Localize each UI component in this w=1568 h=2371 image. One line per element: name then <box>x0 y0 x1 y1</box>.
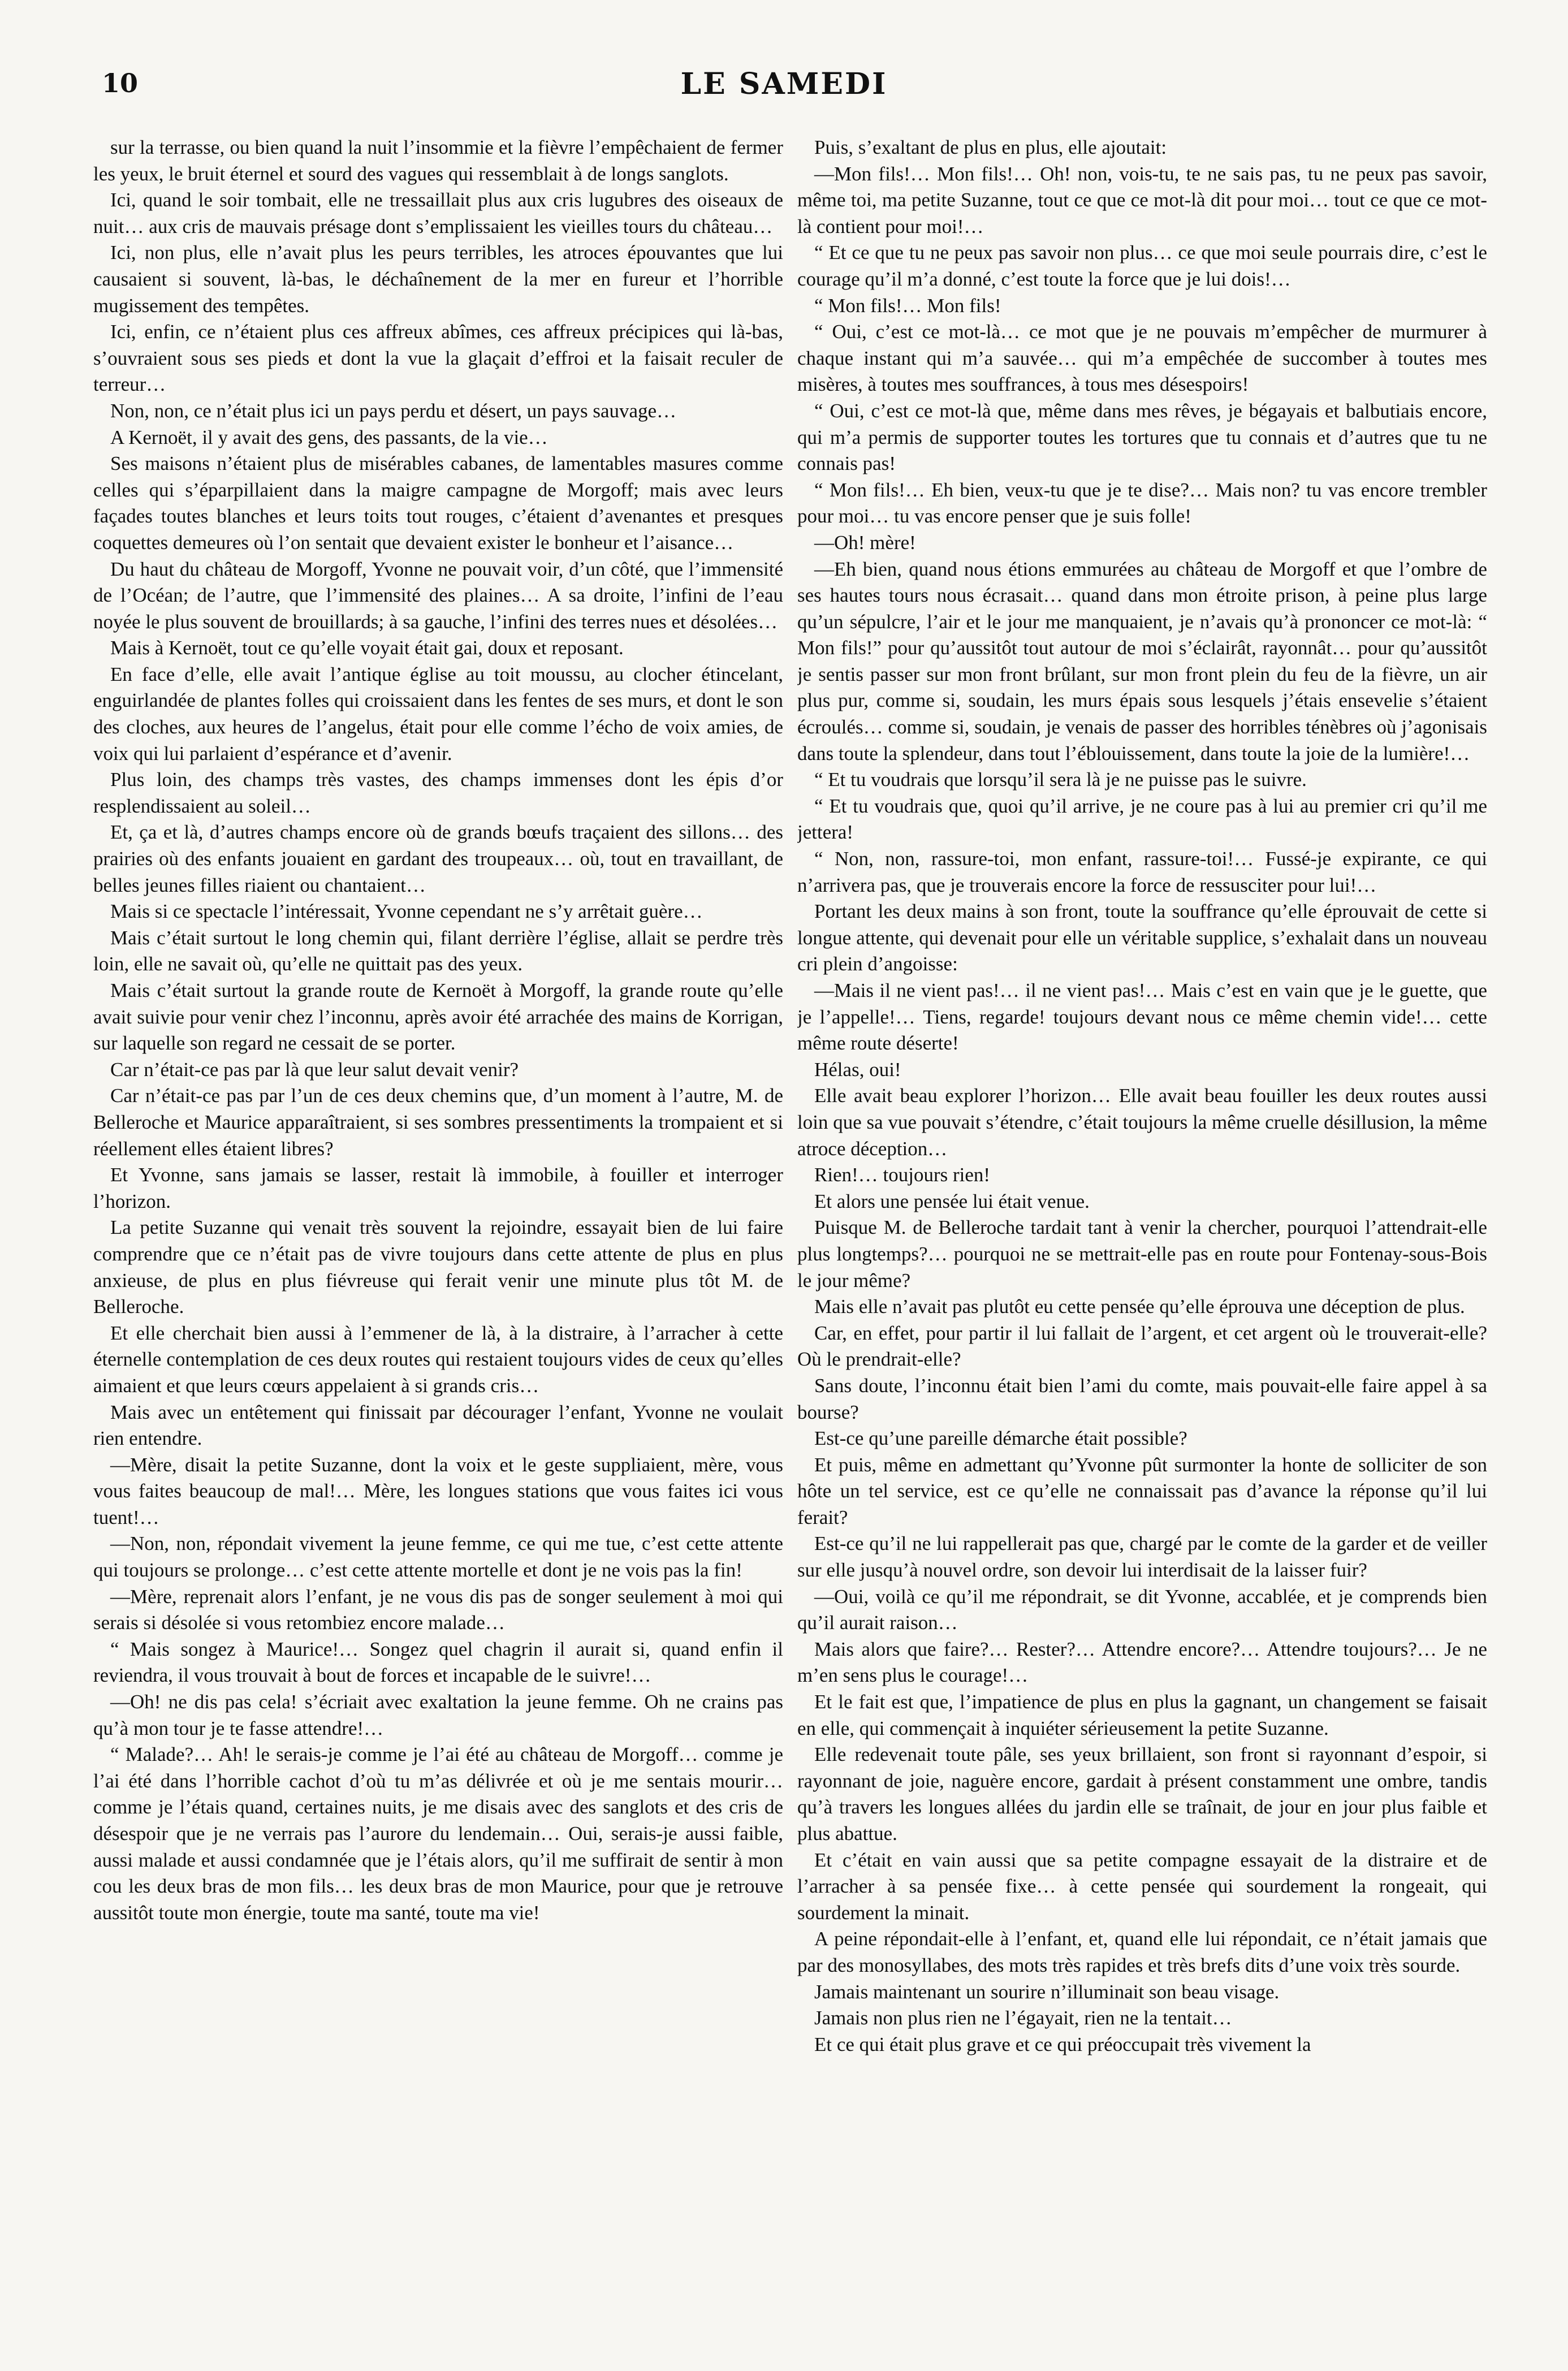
paragraph: —Mon fils!… Mon fils!… Oh! non, vois-tu, te ne sais pas, tu ne peux pas savoir, même toi, ma petite Suzanne, tout ce que ce mot-là dit pour moi… tout ce que ce mot-là contient pour moi!… <box>797 162 1487 237</box>
paragraph: Et c’était en vain aussi que sa petite compagne essayait de la distraire et de l’arracher à sa pensée fixe… à cette pensée qui sourdement la rongeait, qui sourdement la minait. <box>797 1849 1487 1924</box>
paragraph: Est-ce qu’une pareille démarche était possible? <box>814 1427 1187 1450</box>
paragraph: —Mais il ne vient pas!… il ne vient pas!… Mais c’est en vain que je le guette, que je l’appelle!… Tiens, regarde! toujours devant nous ce même chemin vide!… cette même route déserte! <box>797 979 1487 1055</box>
left-column <box>93 135 783 2329</box>
paragraph: A peine répondait-elle à l’enfant, et, quand elle lui répondait, ce n’était jamais que par des monosyllabes, des mots très rapides et très brefs dits d’une voix très sourde. <box>797 1928 1487 1976</box>
page-title: LE SAMEDI <box>680 67 888 101</box>
paragraph: Mais elle n’avait pas plutôt eu cette pensée qu’elle éprouva une déception de plus. <box>814 1295 1465 1318</box>
paragraph: Elle avait beau explorer l’horizon… Elle avait beau fouiller les deux routes aussi loin que sa vue pouvait s’étendre, c’était toujours la même cruelle désillusion, la même atroce déception… <box>797 1085 1487 1160</box>
paragraph: Sans doute, l’inconnu était bien l’ami du comte, mais pouvait-elle faire appel à sa bourse? <box>797 1374 1487 1423</box>
paragraph: Mais c’était surtout le long chemin qui, filant derrière l’église, allait se perdre très loin, elle ne savait où, qu’elle ne quittait pas des yeux. <box>93 926 783 975</box>
paragraph: En face d’elle, elle avait l’antique église au toit moussu, au clocher étincelant, enguirlandée de plantes folles qui croissaient dans les fentes de ses murs, et dont le son des cloches, aux heures de l’angelus, était pour elle comme l’écho de voix amies, de voix qui lui parlaient d’espérance et d’avenir. <box>93 663 783 765</box>
paragraph: A Kernoët, il y avait des gens, des passants, de la vie… <box>110 426 548 448</box>
paragraph: Et Yvonne, sans jamais se lasser, restait là immobile, à fouiller et interroger l’horizon. <box>93 1164 783 1212</box>
paragraph: Car n’était-ce pas par l’un de ces deux chemins que, d’un moment à l’autre, M. de Belleroche et Maurice apparaîtraient, si ses sombres pressentiments la trompaient et si réellement elles étaient libres? <box>93 1085 783 1160</box>
paragraph: —Oh! mère! <box>814 531 916 554</box>
paragraph: Et elle cherchait bien aussi à l’emmener de là, à la distraire, à l’arracher à cette éternelle contemplation de ces deux routes qui restaient toujours vides de ceux qu’elles aimaient et que leurs cœurs appelaient à si grands cris… <box>93 1321 783 1397</box>
paragraph: —Non, non, répondait vivement la jeune femme, ce qui me tue, c’est cette attente qui toujours se prolonge… c’est cette attente mortelle et dont je ne vois pas la fin! <box>93 1532 783 1582</box>
page-number: 10 <box>102 68 139 98</box>
paragraph: Et puis, même en admettant qu’Yvonne pût surmonter la honte de solliciter de son hôte un tel service, est ce qu’elle ne connaissait pas d’avance la réponse qu’il lui ferait? <box>797 1453 1487 1528</box>
paragraph: “ Mais songez à Maurice!… Songez quel chagrin il aurait si, quand enfin il reviendra, il vous trouvait à bout de forces et incapable de le suivre!… <box>93 1638 783 1687</box>
paragraph: “ Oui, c’est ce mot-là… ce mot que je ne pouvais m’empêcher de murmurer à chaque instant qui m’a sauvée… qui m’a empêchée de succomber à toutes mes misères, à toutes mes souffrances, à tous mes désespoirs! <box>797 321 1487 396</box>
page-header <box>0 0 1568 124</box>
paragraph: Plus loin, des champs très vastes, des champs immenses dont les épis d’or resplendissaient au soleil… <box>93 768 783 817</box>
paragraph: Jamais non plus rien ne l’égayait, rien ne la tentait… <box>814 2007 1232 2029</box>
paragraph: Et, ça et là, d’autres champs encore où de grands bœufs traçaient des sillons… des prairies où des enfants jouaient en gardant des troupeaux… où, tout en travaillant, de belles jeunes filles riaient ou chantaient… <box>93 821 783 896</box>
paragraph: La petite Suzanne qui venait très souvent la rejoindre, essayait bien de lui faire comprendre que ce n’était pas de vivre toujours dans cette attente de plus en plus anxieuse, de plus en plus fiévreuse qui ferait venir une minute plus tôt M. de Belleroche. <box>93 1216 783 1318</box>
paragraph: —Mère, disait la petite Suzanne, dont la voix et le geste suppliaient, mère, vous vous faites beaucoup de mal!… Mère, les longues stations que vous faites ici vous tuent!… <box>93 1453 783 1528</box>
paragraph: Ses maisons n’étaient plus de misérables cabanes, de lamentables masures comme celles qui s’éparpillaient dans la maigre campagne de Morgoff; mais avec leurs façades toutes blanches et leurs toits tout rouges, c’étaient d’avenantes et presques coquettes demeures où l’on sentait que devaient exister le bonheur et l’aisance… <box>93 452 783 554</box>
paragraph: Puis, s’exaltant de plus en plus, elle ajoutait: <box>814 136 1167 158</box>
paragraph: “ Et tu voudrais que, quoi qu’il arrive, je ne coure pas à lui au premier cri qu’il me jettera! <box>797 794 1487 844</box>
paragraph: Jamais maintenant un sourire n’illuminait son beau visage. <box>814 1980 1280 2003</box>
paragraph: Rien!… toujours rien! <box>814 1164 991 1186</box>
paragraph: Ici, enfin, ce n’étaient plus ces affreux abîmes, ces affreux précipices qui là-bas, s’ouvraient sous ses pieds et dont la vue la glaçait d’effroi et la faisait reculer de terreur… <box>93 321 783 396</box>
paragraph: Et alors une pensée lui était venue. <box>814 1190 1090 1212</box>
paragraph: Elle redevenait toute pâle, ses yeux brillaient, son front si rayonnant d’espoir, si rayonnant de joie, naguère encore, gardait à présent constamment une ombre, tandis qu’à travers les longues allées du jardin elle se traînait, de jour en jour plus faible et plus abattue. <box>797 1743 1487 1845</box>
paragraph: Du haut du château de Morgoff, Yvonne ne pouvait voir, d’un côté, que l’immensité de l’Océan; de l’autre, que l’immensité des plaines… A sa droite, l’infini de l’eau noyée le plus souvent de brouillards; à sa gauche, l’infini des terres nues et désolées… <box>93 558 783 633</box>
paragraph: Car, en effet, pour partir il lui fallait de l’argent, et cet argent où le trouverait-elle? Où le prendrait-elle? <box>797 1321 1487 1371</box>
paragraph: Ici, quand le soir tombait, elle ne tressaillait plus aux cris lugubres des oiseaux de nuit… aux cris de mauvais présage dont s’emplissaient les vieilles tours du château… <box>93 189 783 237</box>
paragraph: “ Mon fils!… Mon fils! <box>814 294 1001 317</box>
paragraph: Mais à Kernoët, tout ce qu’elle voyait était gai, doux et reposant. <box>110 637 624 659</box>
paragraph: Hélas, oui! <box>814 1058 901 1081</box>
paragraph: Car n’était-ce pas par là que leur salut devait venir? <box>110 1058 519 1081</box>
paragraph: —Eh bien, quand nous étions emmurées au château de Morgoff et que l’ombre de ses hautes tours nous écrasait… quand dans mon étroite prison, à peine plus large qu’un sépulcre, l’air et le jour me manquaient, je n’avais qu’à prononcer ce mot-là: “ Mon fils!” pour qu’aussitôt tout autour de moi s’éclairât, rayonnât… pour qu’aussitôt je sentis passer sur mon front brûlant, sur mon front plein du feu de la fièvre, un air plus pur, comme si, soudain, les murs épais sous lesquels j’étais ensevelie s’étaient écroulés… comme si, soudain, je venais de passer des horribles ténèbres où j’agonisais dans toute la splendeur, dans tout l’éblouissement, dans toute la joie de la lumière!… <box>797 558 1487 765</box>
paragraph: “ Et tu voudrais que lorsqu’il sera là je ne puisse pas le suivre. <box>814 768 1307 791</box>
paragraph: “ Malade?… Ah! le serais-je comme je l’ai été au château de Morgoff… comme je l’ai été dans l’horrible cachot d’où tu m’as délivrée et où je me sentais mourir… comme je l’étais quand, certaines nuits, je me disais avec des sanglots et des cris de désespoir que je ne verrais pas l’aurore du lendemain… Oui, serais-je aussi faible, aussi malade et aussi condamnée que je l’étais alors, qu’il me suffirait de sentir à mon cou les deux bras de mon fils… les deux bras de mon Maurice, pour que je retrouve aussitôt toute mon énergie, toute ma santé, toute ma vie! <box>93 1743 783 1924</box>
paragraph: —Mère, reprenait alors l’enfant, je ne vous dis pas de songer seulement à moi qui serais si désolée si vous retombiez encore malade… <box>93 1585 783 1634</box>
paragraph: Mais avec un entêtement qui finissait par décourager l’enfant, Yvonne ne voulait rien entendre. <box>93 1401 783 1450</box>
paragraph: Et ce qui était plus grave et ce qui préoccupait très vivement la <box>814 2033 1311 2055</box>
paragraph: —Oh! ne dis pas cela! s’écriait avec exaltation la jeune femme. Oh ne crains pas qu’à mon tour je te fasse attendre!… <box>93 1691 783 1739</box>
paragraph: Est-ce qu’il ne lui rappellerait pas que, chargé par le comte de la garder et de veiller sur elle jusqu’à nouvel ordre, son devoir lui interdisait de la laisser fuir? <box>797 1532 1487 1582</box>
paragraph: Mais alors que faire?… Rester?… Attendre encore?… Attendre toujours?… Je ne m’en sens plus le courage!… <box>797 1638 1487 1687</box>
paragraph: Mais c’était surtout la grande route de Kernoët à Morgoff, la grande route qu’elle avait suivie pour venir chez l’inconnu, après avoir été arrachée des mains de Korrigan, sur laquelle son regard ne cessait de se porter. <box>93 979 783 1055</box>
paragraph: Ici, non plus, elle n’avait plus les peurs terribles, les atroces épouvantes que lui causaient si souvent, là-bas, le déchaînement de la mer en fureur et l’horrible mugissement des tempêtes. <box>93 241 783 317</box>
paragraph: Mais si ce spectacle l’intéressait, Yvonne cependant ne s’y arrêtait guère… <box>110 900 703 923</box>
paragraph: “ Et ce que tu ne peux pas savoir non plus… ce que moi seule pourrais dire, c’est le courage qu’il m’a donné, c’est toute la force que je lui dois!… <box>797 241 1487 290</box>
paragraph: Puisque M. de Belleroche tardait tant à venir la chercher, pourquoi l’attendrait-elle plus longtemps?… pourquoi ne se mettrait-elle pas en route pour Fontenay-sous-Bois le jour même? <box>797 1216 1487 1292</box>
right-column <box>797 135 1487 2329</box>
paragraph: sur la terrasse, ou bien quand la nuit l’insommie et la fièvre l’empêchaient de fermer les yeux, le bruit éternel et sourd des vagues qui ressemblait à de longs sanglots. <box>93 136 783 185</box>
paragraph: “ Mon fils!… Eh bien, veux-tu que je te dise?… Mais non? tu vas encore trembler pour moi… tu vas encore penser que je suis folle! <box>797 478 1487 528</box>
paragraph: Non, non, ce n’était plus ici un pays perdu et désert, un pays sauvage… <box>110 399 677 422</box>
paragraph: “ Oui, c’est ce mot-là que, même dans mes rêves, je bégayais et balbutiais encore, qui m’a permis de supporter toutes les tortures que tu connais et d’autres que tu ne connais pas! <box>797 399 1487 475</box>
paragraph: “ Non, non, rassure-toi, mon enfant, rassure-toi!… Fussé-je expirante, ce qui n’arrivera pas, que je trouverais encore la force de ressusciter pour lui!… <box>797 848 1487 896</box>
paragraph: Portant les deux mains à son front, toute la souffrance qu’elle éprouvait de cette si longue attente, qui devenait pour elle un véritable supplice, s’exhalait dans un nouveau cri plein d’angoisse: <box>797 900 1487 975</box>
paragraph: Et le fait est que, l’impatience de plus en plus la gagnant, un changement se faisait en elle, qui commençait à inquiéter sérieusement la petite Suzanne. <box>797 1691 1487 1739</box>
paragraph: —Oui, voilà ce qu’il me répondrait, se dit Yvonne, accablée, et je comprends bien qu’il aurait raison… <box>797 1585 1487 1634</box>
